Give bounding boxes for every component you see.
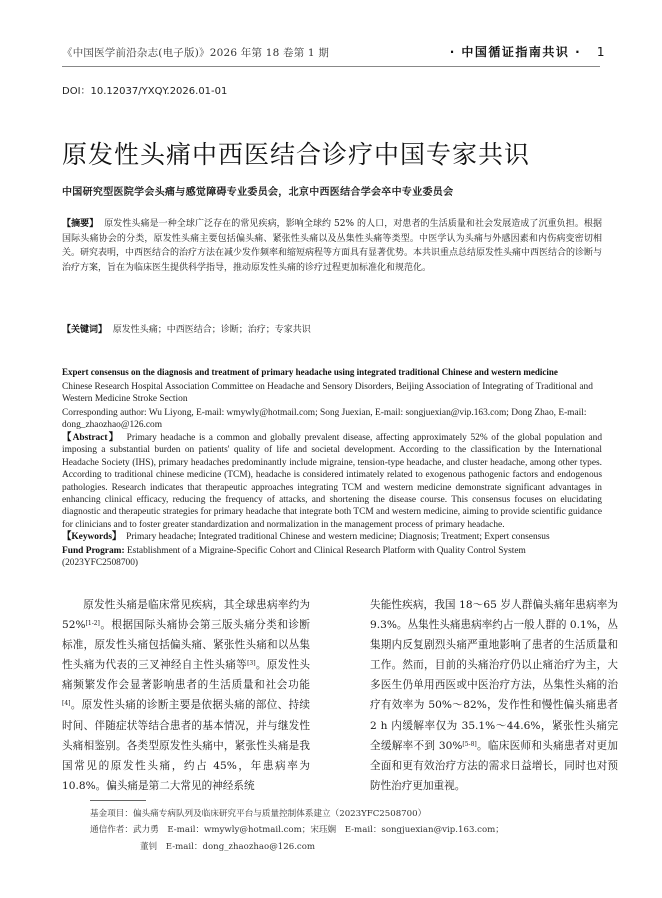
column-header [450, 43, 606, 60]
english-authors: Chinese Research Hospital Association Committee on Headache and Sensory Disorders, Beijing Association of Integrating of Traditional and Western Medicine Stroke Section [62, 382, 593, 405]
english-keywords [62, 531, 602, 543]
authors-cn: 中国研究型医院学会头痛与感觉障碍专业委员会，北京中西医结合学会卒中专业委员会 [62, 187, 454, 198]
keywords-cn-label: 【关键词】 [62, 325, 108, 335]
abstract-cn-text: 原发性头痛是一种全球广泛存在的常见疾病，影响全球约 52% 的人口，对患者的生活质量和社会发展造成了沉重负担。根据国际头痛协会的分类，原发性头痛主要包括偏头痛、紧张性头痛以及丛集性头痛等类型。中医学认为头痛与外感因素和内伤病变密切相关。研究表明，中西医结合的治疗方法在减少发作频率和缩短病程等方面具有显著优势。本共识重点总结原发性头痛中西医结合的诊断与治疗方案，旨在为临床医生提供科学指导，推动原发性头痛的诊疗过程更加标准化和规范化。 [62, 219, 603, 273]
english-corresponding: Corresponding author: Wu Liyong, E-mail: wmywly@hotmail.com; Song Juexian, E-mail: songjuexian@vip.163.com; Dong Zhao, E-mail: dong_zhaozhao@126.com [62, 408, 587, 431]
english-fund [62, 545, 602, 570]
footnote-rule [90, 800, 146, 801]
journal-header: 《中国医学前沿杂志(电子版)》2026 年第 18 卷第 1 期 [62, 47, 330, 59]
body-text: 。原发性头痛的诊断主要是依据头痛的部位、持续时间、伴随症状等结合患者的基本情况，并与继发性头痛相鉴别。各类型原发性头痛中，紧张性头痛是我国常见的原发性头痛，约占 45%，年患病率为 10.8%。偏头痛是第二大常见的神经系统 [62, 699, 310, 792]
body-text: 。根据国际头痛协会第三版头痛分类和诊断标准，原发性头痛包括偏头痛、紧张性头痛和以丛集性头痛为代表的三叉神经自主性头痛等 [62, 619, 310, 672]
body-text: 原发性头痛是临床常见疾病，其全球患病率约为 52% [62, 599, 310, 632]
english-fund-text: Establishment of a Migraine-Specific Cohort and Clinical Research Platform with Quality Control System (2023YFC2508700) [62, 546, 526, 569]
body-text: 。原发性头痛频繁发作会显著影响患者的生活质量和社会功能 [62, 659, 311, 692]
body-text: 失能性疾病，我国 18～65 岁人群偏头痛年患病率为 9.3%。丛集性头痛患病率约占一般人群的 0.1%，丛集期内反复剧烈头痛严重地影响了患者的生活质量和工作。然而，目前的头痛治疗仍以止痛治疗为主，大多医生仍单用西医或中医治疗方法，丛集性头痛的治疗有效率为 50%～82%，发作性和慢性偏头痛患者 2 h 内缓解率仅为 35.1%～44.6%，紧张性头痛完全缓解率不到 30% [370, 599, 618, 752]
column-label: · 中国循证指南共识 · [449, 45, 582, 59]
english-title: Expert consensus on the diagnosis and treatment of primary headache using integrated traditional Chinese and western medicine [62, 367, 558, 377]
abstract-cn [62, 217, 602, 275]
page-number: 1 [596, 45, 606, 59]
keywords-cn [62, 323, 602, 338]
body-paragraph [370, 595, 618, 796]
english-keywords-label: 【Keywords】 [62, 532, 122, 542]
citation[interactable]: [4] [62, 700, 71, 708]
citation[interactable]: [5-8] [462, 740, 477, 748]
footnote-fund: 基金项目：偏头痛专病队列及临床研究平台与质量控制体系建立（2023YFC2508700） [90, 809, 427, 819]
footnote-corresponding-2: 董钊 E-mail：dong_zhaozhao@126.com [140, 842, 316, 852]
english-abstract [62, 432, 602, 531]
english-abstract-text: Primary headache is a common and globally prevalent disease, affecting approximately 52% of the global population and imposing a substantial burden on patients' quality of life and societal development. According to the classification by the International Headache Society (IHS), primary headaches predominantly include migraine, tension-type headache, and cluster headache, among other types. According to traditional chinese medicine (TCM), headache is considered intimately related to exogenous pathogenic factors and endogenous pathologies. Research indicates that therapeutic approaches integrating TCM and western medicine demonstrate significant advantages in enhancing clinical efficacy, reducing the frequency of attacks, and shortening the disease course. This consensus focuses on elucidating diagnostic and therapeutic strategies for primary headache that integrate both TCM and western medicine, aiming to provide scientific guidance for clinicians and to foster greater standardization and normalization in the management process of primary headache. [62, 433, 603, 530]
keywords-cn-text: 原发性头痛；中西医结合；诊断；治疗；专家共识 [112, 325, 311, 335]
citation[interactable]: [3] [247, 660, 256, 668]
header-rule [62, 66, 600, 67]
doi-line[interactable]: DOI：10.12037/YXQY.2026.01-01 [62, 86, 228, 97]
body-column-left [62, 595, 310, 796]
english-abstract-label: 【Abstract】 [62, 433, 120, 443]
english-fund-label: Fund Program: [62, 546, 125, 556]
footnote-corresponding: 通信作者：武力勇 E-mail：wmywly@hotmail.com；宋珏娴 E-mail：songjuexian@vip.163.com； [90, 825, 504, 835]
body-text: 。临床医师和头痛患者对更加全面和更有效治疗方法的需求日益增长，同时也对预防性治疗更加重视。 [370, 739, 618, 792]
paper-title: 原发性头痛中西医结合诊疗中国专家共识 [62, 140, 531, 169]
english-keywords-text: Primary headache; Integrated traditional Chinese and western medicine; Diagnosis; Treatment; Expert consensus [126, 532, 550, 542]
body-paragraph [62, 595, 310, 796]
abstract-cn-label: 【摘要】 [62, 219, 99, 229]
citation[interactable]: [1-2] [85, 620, 100, 628]
body-column-right [370, 595, 618, 796]
